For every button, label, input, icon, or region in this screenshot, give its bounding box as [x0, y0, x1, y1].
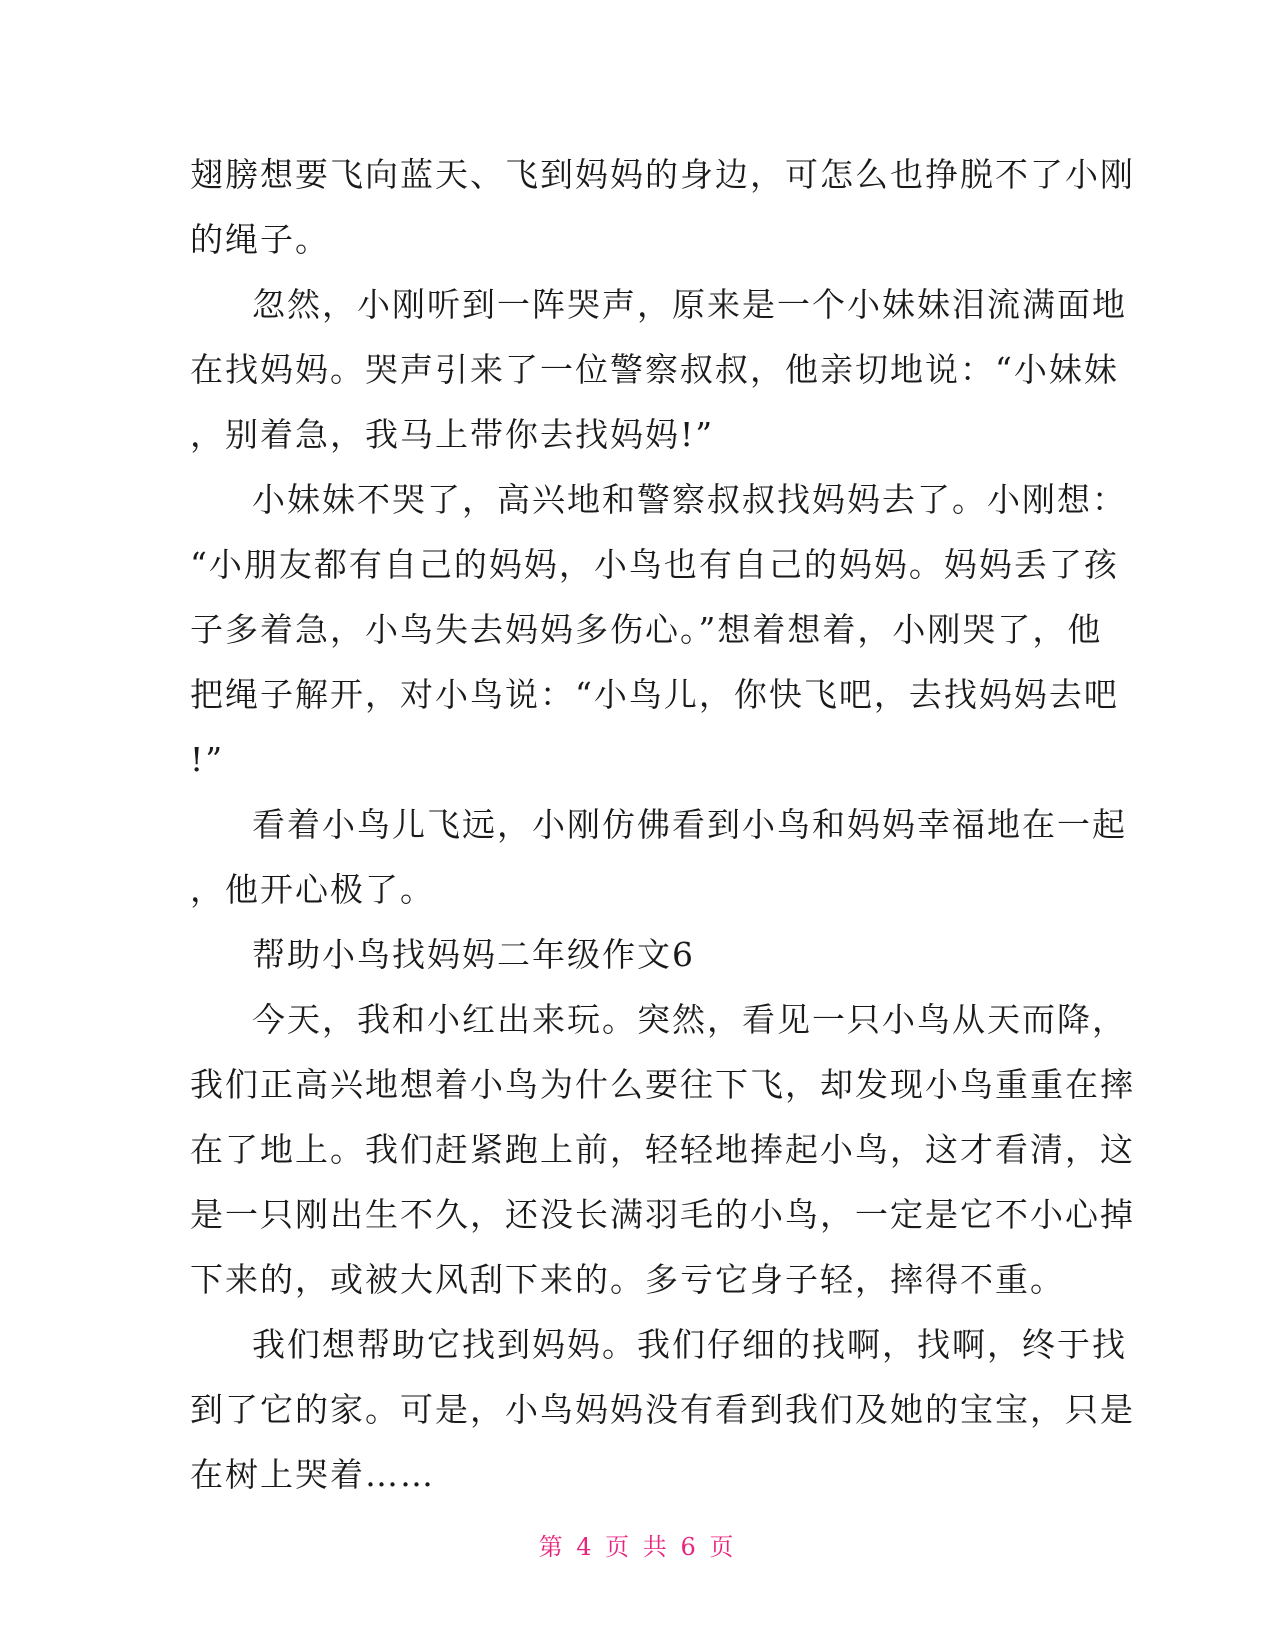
text-line: 我们想帮助它找到妈妈。我们仔细的找啊，找啊，终于找: [252, 1325, 1127, 1364]
text-line: 在了地上。我们赶紧跑上前，轻轻地捧起小鸟，这才看清，这: [190, 1130, 1135, 1169]
text-line: 在树上哭着……: [190, 1455, 435, 1494]
text-line: “小朋友都有自己的妈妈，小鸟也有自己的妈妈。妈妈丢了孩: [190, 545, 1119, 584]
text-line: 的绳子。: [190, 220, 330, 259]
text-line: ，别着急，我马上带你去找妈妈!”: [190, 415, 715, 454]
text-line: ，他开心极了。: [190, 870, 435, 909]
text-line: !”: [190, 740, 225, 779]
text-line: 下来的，或被大风刮下来的。多亏它身子轻，摔得不重。: [190, 1260, 1065, 1299]
text-line: 小妹妹不哭了，高兴地和警察叔叔找妈妈去了。小刚想：: [252, 480, 1127, 519]
section-heading: 帮助小鸟找妈妈二年级作文6: [252, 935, 695, 974]
text-line: 把绳子解开，对小鸟说：“小鸟儿，你快飞吧，去找妈妈去吧: [190, 675, 1119, 714]
text-line: 翅膀想要飞向蓝天、飞到妈妈的身边，可怎么也挣脱不了小刚: [190, 155, 1135, 194]
text-line: 忽然，小刚听到一阵哭声，原来是一个小妹妹泪流满面地: [252, 285, 1127, 324]
text-line: 到了它的家。可是，小鸟妈妈没有看到我们及她的宝宝，只是: [190, 1390, 1135, 1429]
text-line: 今天，我和小红出来玩。突然，看见一只小鸟从天而降，: [252, 1000, 1127, 1039]
text-line: 我们正高兴地想着小鸟为什么要往下飞，却发现小鸟重重在摔: [190, 1065, 1135, 1104]
text-line: 在找妈妈。哭声引来了一位警察叔叔，他亲切地说：“小妹妹: [190, 350, 1119, 389]
body-text: [190, 142, 1135, 1507]
text-line: 子多着急，小鸟失去妈妈多伤心。”想着想着，小刚哭了，他: [190, 610, 1103, 649]
text-line: 是一只刚出生不久，还没长满羽毛的小鸟，一定是它不小心掉: [190, 1195, 1135, 1234]
page-number-footer: 第 4 页 共 6 页: [538, 1533, 737, 1561]
text-line: 看着小鸟儿飞远，小刚仿佛看到小鸟和妈妈幸福地在一起: [252, 805, 1127, 844]
